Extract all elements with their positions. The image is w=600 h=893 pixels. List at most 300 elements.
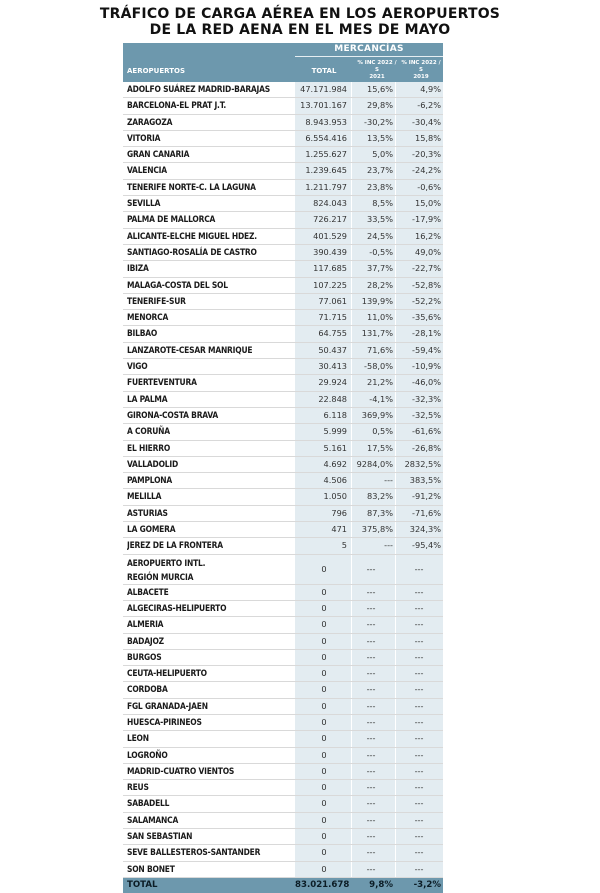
cargo-total: 30.413 (318, 361, 347, 372)
pct-change-2021: --- (366, 798, 376, 809)
column-divider (395, 261, 396, 276)
table-row (123, 715, 443, 731)
table-row (123, 473, 443, 489)
column-divider (395, 375, 396, 390)
pct-change-2019: --- (414, 602, 424, 613)
pct-change-2019: 16,2% (414, 230, 441, 241)
cargo-total: 471 (331, 524, 347, 535)
pct-change-2021: 28,2% (366, 279, 393, 290)
table-row (123, 522, 443, 538)
header-airports: AEROPUERTOS (127, 67, 185, 75)
title-line-1: TRÁFICO DE CARGA AÉREA EN LOS AEROPUERTOS (99, 6, 501, 22)
column-divider (395, 813, 396, 828)
pct-change-2021: 83,2% (366, 491, 393, 502)
title-line-2: DE LA RED AENA EN EL MES DE MAYO (149, 22, 451, 38)
airport-name: ADOLFO SUÁREZ MADRID-BARAJAS (127, 84, 271, 94)
pct-change-2019: -32,3% (412, 393, 441, 404)
airport-name: FGL GRANADA-JAEN (127, 700, 208, 711)
airport-name: HUESCA-PIRINEOS (127, 716, 202, 727)
airport-name: ZARAGOZA (127, 116, 173, 127)
cargo-total: 1.211.797 (305, 181, 347, 192)
column-divider (395, 131, 396, 146)
cargo-table (123, 43, 443, 893)
table-row (123, 764, 443, 780)
pct-change-2019: -20,3% (412, 149, 441, 160)
cargo-total: 824.043 (313, 198, 347, 209)
cargo-total: 5.161 (323, 442, 347, 453)
pct-change-2019: 383,5% (409, 475, 441, 486)
column-divider (395, 489, 396, 504)
airport-name: SAN SEBASTIAN (127, 831, 193, 842)
table-row (123, 666, 443, 682)
column-divider (395, 343, 396, 358)
table-row (123, 229, 443, 245)
pct-change-2021: --- (366, 700, 376, 711)
table-row (123, 617, 443, 633)
pct-change-2019: -95,4% (412, 540, 441, 551)
airport-name: PALMA DE MALLORCA (127, 214, 216, 225)
airport-name: ALBACETE (127, 586, 169, 597)
pct-change-2021: 24,5% (366, 230, 393, 241)
column-divider (395, 424, 396, 439)
airport-name: SALAMANCA (127, 814, 179, 825)
pct-change-2019: --- (414, 651, 424, 662)
airport-name: VALENCIA (127, 165, 167, 176)
table-row (123, 98, 443, 114)
column-divider (395, 294, 396, 309)
airport-name: SANTIAGO-ROSALÍA DE CASTRO (127, 246, 257, 257)
pct-change-2019: 15,0% (414, 198, 441, 209)
table-row (123, 343, 443, 359)
airport-name: TENERIFE NORTE-C. LA LAGUNA (127, 181, 256, 192)
pct-change-2021: --- (366, 684, 376, 695)
pct-change-2021: --- (366, 733, 376, 744)
header-total: TOTAL (311, 67, 337, 75)
cargo-total: 5 (341, 540, 347, 551)
pct-change-2021: 139,9% (361, 295, 393, 306)
cargo-total: 71.715 (318, 312, 347, 323)
pct-change-2019: -22,7% (412, 263, 441, 274)
table-row (123, 163, 443, 179)
header-pct-2019 (399, 60, 443, 81)
cargo-total: 0 (321, 700, 327, 711)
pct-change-2019: -52,2% (412, 295, 441, 306)
airport-name: BILBAO (127, 328, 158, 339)
column-divider (395, 180, 396, 195)
airport-name: ALICANTE-ELCHE MIGUEL HDEZ. (127, 230, 257, 241)
cargo-total: 29.924 (318, 377, 347, 388)
table-row (123, 796, 443, 812)
column-divider (395, 408, 396, 423)
pct-change-2021: --- (366, 668, 376, 679)
airport-name: JEREZ DE LA FRONTERA (127, 540, 223, 551)
pct-change-2021: -0,5% (369, 246, 393, 257)
airport-name: FUERTEVENTURA (127, 377, 197, 388)
cargo-total: 64.755 (318, 328, 347, 339)
table-row (123, 601, 443, 617)
pct-change-2019: -10,9% (412, 361, 441, 372)
table-row (123, 748, 443, 764)
column-divider (395, 310, 396, 325)
column-divider (395, 196, 396, 211)
column-divider (395, 650, 396, 665)
airport-name: LA PALMA (127, 393, 168, 404)
pct-change-2021: --- (366, 563, 376, 574)
pct-change-2021: 0,5% (372, 426, 393, 437)
table-row (123, 392, 443, 408)
cargo-total: 0 (321, 798, 327, 809)
table-row (123, 310, 443, 326)
pct-change-2019: 2832,5% (404, 458, 441, 469)
pct-change-2019: -24,2% (412, 165, 441, 176)
cargo-total: 1.239.645 (305, 165, 347, 176)
cargo-total: 0 (321, 651, 327, 662)
pct-change-2021: 11,0% (366, 312, 393, 323)
pct-change-2019: --- (414, 847, 424, 858)
pct-change-2021: 17,5% (366, 442, 393, 453)
pct-change-2019: --- (414, 619, 424, 630)
pct-change-2021: 13,5% (366, 132, 393, 143)
pct-change-2021: 21,2% (366, 377, 393, 388)
airport-name: PAMPLONA (127, 475, 173, 486)
table-row (123, 326, 443, 342)
pct-change-2019: --- (414, 586, 424, 597)
cargo-total: 0 (321, 716, 327, 727)
pct-change-2019: --- (414, 733, 424, 744)
airport-name: EL HIERRO (127, 442, 171, 453)
column-divider (395, 212, 396, 227)
column-divider (395, 764, 396, 779)
table-row (123, 489, 443, 505)
pct-change-2019: -32,5% (412, 409, 441, 420)
table-title (0, 6, 600, 38)
cargo-total: 0 (321, 831, 327, 842)
header-divider (295, 56, 443, 57)
column-divider (395, 715, 396, 730)
pct-change-2021: 375,8% (361, 524, 393, 535)
pct-change-2021: --- (366, 782, 376, 793)
pct-change-2019: -6,2% (417, 100, 441, 111)
table-row (123, 212, 443, 228)
cargo-total: 22.848 (318, 393, 347, 404)
cargo-total: 5.999 (323, 426, 347, 437)
pct-change-2019: 324,3% (409, 524, 441, 535)
pct-change-2021: --- (366, 635, 376, 646)
table-header (123, 43, 443, 82)
cargo-total: 0 (321, 602, 327, 613)
column-divider (395, 473, 396, 488)
cargo-total: 796 (331, 507, 347, 518)
pct-change-2021: --- (366, 602, 376, 613)
cargo-total: 401.529 (313, 230, 347, 241)
column-divider (395, 82, 396, 97)
pct-change-2021: -4,1% (369, 393, 393, 404)
table-row (123, 359, 443, 375)
column-divider (395, 829, 396, 844)
column-divider (395, 147, 396, 162)
cargo-total: 0 (321, 863, 327, 874)
table-row (123, 278, 443, 294)
pct-change-2019: --- (414, 716, 424, 727)
cargo-total: 0 (321, 635, 327, 646)
table-row (123, 424, 443, 440)
airport-name: MENORCA (127, 312, 169, 323)
cargo-total: 726.217 (313, 214, 347, 225)
table-row (123, 813, 443, 829)
column-divider (395, 392, 396, 407)
total-pct-2021: 9,8% (369, 879, 393, 890)
pct-change-2019: -91,2% (412, 491, 441, 502)
column-divider (395, 229, 396, 244)
cargo-total: 77.061 (318, 295, 347, 306)
cargo-total: 6.554.416 (305, 132, 347, 143)
pct-change-2019: -17,9% (412, 214, 441, 225)
pct-change-2021: --- (366, 765, 376, 776)
table-row (123, 375, 443, 391)
table-row (123, 261, 443, 277)
cargo-total: 47.171.984 (300, 84, 347, 94)
pct-change-2019: --- (414, 635, 424, 646)
airport-name: SEVE BALLESTEROS-SANTANDER (127, 847, 261, 858)
pct-change-2021: --- (366, 586, 376, 597)
column-divider (395, 163, 396, 178)
pct-change-2021: 71,6% (366, 344, 393, 355)
pct-change-2021: --- (384, 540, 393, 551)
table-row (123, 131, 443, 147)
column-divider (395, 278, 396, 293)
pct-change-2019: -30,4% (412, 116, 441, 127)
column-divider (395, 506, 396, 521)
cargo-total: 107.225 (313, 279, 347, 290)
airport-name: ASTURIAS (127, 507, 168, 518)
cargo-total: 4.692 (323, 458, 347, 469)
pct-change-2021: 8,5% (372, 198, 393, 209)
pct-change-2019: -35,6% (412, 312, 441, 323)
pct-change-2021: 9284,0% (356, 458, 393, 469)
column-divider (395, 748, 396, 763)
pct-change-2019: --- (414, 782, 424, 793)
table-row (123, 862, 443, 878)
airport-name: LEON (127, 733, 149, 744)
column-divider (395, 441, 396, 456)
pct-change-2019: --- (414, 765, 424, 776)
column-divider (395, 862, 396, 877)
airport-name (127, 556, 293, 584)
airport-name: MADRID-CUATRO VIENTOS (127, 765, 235, 776)
pct-change-2021: 29,8% (366, 100, 393, 111)
airport-name-line1: AEROPUERTO INTL. (127, 557, 206, 568)
pct-change-2019: -26,8% (412, 442, 441, 453)
pct-change-2019: -52,8% (412, 279, 441, 290)
table-row (123, 538, 443, 554)
column-divider (395, 555, 396, 584)
airport-name: ALMERIA (127, 619, 164, 630)
airport-name: TENERIFE-SUR (127, 295, 186, 306)
airport-name: ALGECIRAS-HELIPUERTO (127, 602, 227, 613)
pct-change-2021: 33,5% (366, 214, 393, 225)
table-row (123, 829, 443, 845)
airport-name: CEUTA-HELIPUERTO (127, 668, 207, 679)
column-divider (395, 666, 396, 681)
total-row (123, 878, 443, 893)
pct-change-2019: --- (414, 814, 424, 825)
header-pct-2019-line2: 2019 (413, 74, 429, 80)
table-row (123, 180, 443, 196)
pct-change-2019: --- (414, 700, 424, 711)
pct-change-2019: --- (414, 798, 424, 809)
cargo-total: 50.437 (318, 344, 347, 355)
column-divider (395, 245, 396, 260)
cargo-total: 4.506 (323, 475, 347, 486)
table-body (123, 82, 443, 878)
cargo-total: 0 (321, 814, 327, 825)
pct-change-2019: --- (414, 668, 424, 679)
table-row (123, 555, 443, 585)
airport-name: CORDOBA (127, 684, 168, 695)
pct-change-2021: 23,7% (366, 165, 393, 176)
cargo-total: 8.943.953 (305, 116, 347, 127)
header-pct-2019-line1: % INC 2022 / S (401, 60, 441, 73)
pct-change-2021: --- (366, 831, 376, 842)
column-divider (395, 634, 396, 649)
table-row (123, 780, 443, 796)
column-divider (395, 115, 396, 130)
column-divider (395, 601, 396, 616)
pct-change-2019: -71,6% (412, 507, 441, 518)
pct-change-2021: 37,7% (366, 263, 393, 274)
cargo-total: 6.118 (323, 409, 347, 420)
total-value: 83.021.678 (295, 879, 350, 890)
pct-change-2021: 23,8% (366, 181, 393, 192)
airport-name: LANZAROTE-CESAR MANRIQUE (127, 344, 253, 355)
table-row (123, 441, 443, 457)
pct-change-2021: --- (366, 619, 376, 630)
pct-change-2019: -59,4% (412, 344, 441, 355)
column-divider (395, 522, 396, 537)
total-label: TOTAL (127, 879, 158, 890)
column-divider (395, 538, 396, 553)
header-pct-2021 (355, 60, 399, 81)
column-divider (395, 845, 396, 860)
airport-name: VALLADOLID (127, 458, 179, 469)
airport-name-line2: REGIÓN MURCIA (127, 571, 194, 582)
airport-name: VIGO (127, 361, 148, 372)
airport-name: IBIZA (127, 263, 149, 274)
pct-change-2021: --- (366, 651, 376, 662)
table-row (123, 682, 443, 698)
pct-change-2021: --- (384, 475, 393, 486)
pct-change-2021: --- (366, 716, 376, 727)
pct-change-2021: 87,3% (366, 507, 393, 518)
cargo-total: 0 (321, 586, 327, 597)
cargo-total: 0 (321, 782, 327, 793)
cargo-total: 0 (321, 668, 327, 679)
cargo-total: 0 (321, 619, 327, 630)
table-row (123, 82, 443, 98)
pct-change-2021: 131,7% (361, 328, 393, 339)
airport-name: BADAJOZ (127, 635, 164, 646)
table-row (123, 115, 443, 131)
table-row (123, 845, 443, 861)
airport-name: LA GOMERA (127, 524, 176, 535)
table-row (123, 650, 443, 666)
pct-change-2019: --- (414, 863, 424, 874)
column-divider (395, 359, 396, 374)
table-row (123, 294, 443, 310)
header-pct-2021-line2: 2021 (369, 74, 385, 80)
pct-change-2021: 15,6% (366, 84, 393, 94)
table-row (123, 585, 443, 601)
cargo-total: 117.685 (313, 263, 347, 274)
airport-name: LOGROÑO (127, 749, 168, 760)
table-row (123, 699, 443, 715)
pct-change-2019: -61,6% (412, 426, 441, 437)
column-divider (395, 326, 396, 341)
cargo-total: 0 (321, 563, 327, 574)
cargo-total: 0 (321, 847, 327, 858)
column-divider (395, 731, 396, 746)
column-divider (395, 796, 396, 811)
table-row (123, 196, 443, 212)
pct-change-2019: 4,9% (420, 84, 441, 94)
cargo-total: 1.050 (323, 491, 347, 502)
pct-change-2021: -58,0% (364, 361, 393, 372)
table-row (123, 634, 443, 650)
column-divider (395, 682, 396, 697)
table-row (123, 147, 443, 163)
airport-name: MALAGA-COSTA DEL SOL (127, 279, 228, 290)
column-divider (395, 98, 396, 113)
cargo-total: 13.701.167 (300, 100, 347, 111)
pct-change-2019: --- (414, 749, 424, 760)
pct-change-2019: 15,8% (414, 132, 441, 143)
cargo-total: 0 (321, 684, 327, 695)
pct-change-2021: --- (366, 847, 376, 858)
table-row (123, 731, 443, 747)
airport-name: SON BONET (127, 863, 175, 874)
cargo-total: 0 (321, 733, 327, 744)
airport-name: MELILLA (127, 491, 162, 502)
airport-name: GRAN CANARIA (127, 149, 190, 160)
cargo-total: 0 (321, 765, 327, 776)
column-divider (395, 585, 396, 600)
column-divider (395, 617, 396, 632)
pct-change-2021: --- (366, 863, 376, 874)
cargo-total: 0 (321, 749, 327, 760)
pct-change-2021: --- (366, 749, 376, 760)
pct-change-2021: -30,2% (364, 116, 393, 127)
table-row (123, 245, 443, 261)
airport-name: A CORUÑA (127, 426, 170, 437)
table-row (123, 457, 443, 473)
pct-change-2019: 49,0% (414, 246, 441, 257)
airport-name: VITORIA (127, 132, 161, 143)
table-row (123, 408, 443, 424)
pct-change-2019: --- (414, 684, 424, 695)
pct-change-2019: -0,6% (417, 181, 441, 192)
airport-name: REUS (127, 782, 149, 793)
cargo-total: 1.255.627 (305, 149, 347, 160)
pct-change-2019: --- (414, 563, 424, 574)
pct-change-2021: 369,9% (361, 409, 393, 420)
pct-change-2021: --- (366, 814, 376, 825)
header-group-mercancias: MERCANCÍAS (334, 44, 404, 54)
airport-name: BARCELONA-EL PRAT J.T. (127, 100, 227, 111)
pct-change-2019: --- (414, 831, 424, 842)
table-row (123, 506, 443, 522)
airport-name: SABADELL (127, 798, 170, 809)
airport-name: BURGOS (127, 651, 162, 662)
